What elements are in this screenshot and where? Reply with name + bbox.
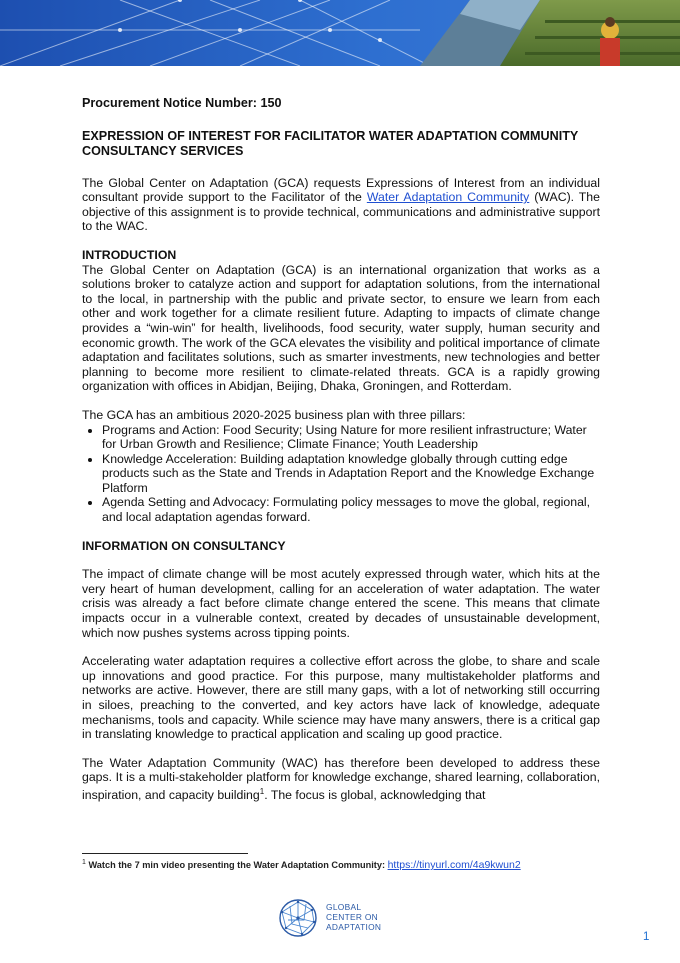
footnote <box>82 859 521 871</box>
footnote-url-link[interactable]: https://tinyurl.com/4a9kwun2 <box>387 859 521 872</box>
consultancy-paragraph-1: The impact of climate change will be most acutely expressed through water, which hits at the very heart of human development, calling for an acceleration of water adaptation. The water crisis was already a fact before climate change entered the scene. This means that climate impacts occur in a vulnerable context, created by decades of unsustainable development, which now pushes systems across tipping points. <box>82 567 600 640</box>
gca-logo <box>276 896 396 940</box>
photo-banner <box>0 0 680 66</box>
page-number: 1 <box>643 931 650 943</box>
procurement-notice-number: Procurement Notice Number: 150 <box>82 96 282 110</box>
business-plan-intro: The GCA has an ambitious 2020-2025 business plan with three pillars: <box>82 407 466 422</box>
consultancy-heading: INFORMATION ON CONSULTANCY <box>82 538 286 553</box>
pillar-item: • Agenda Setting and Advocacy: Formulating policy messages to move the global, regional, and local adaptation agendas forward. <box>102 495 600 524</box>
water-adaptation-community-link[interactable]: Water Adaptation Community <box>366 190 530 205</box>
intro-paragraph <box>82 176 600 234</box>
logo-line-1: GLOBAL <box>326 902 362 912</box>
consultancy-p3-continuation: . The focus is global, acknowledging that <box>264 788 486 803</box>
consultancy-paragraph-3 <box>82 756 600 803</box>
introduction-body: The Global Center on Adaptation (GCA) is an international organization that works as a solutions broker to catalyze action and support for adaptation solutions, from the international to the local, in partnership with the public and private sector, to ensure we learn from each other and work together for a climate resilient future. Adapting to impacts of climate change provides a “win-win” for health, livelihoods, food security, water supply, human security and economic growth. The work of the GCA elevates the visibility and political importance of climate adaptation and facilitates solutions, such as smarter investments, new technologies and better planning to become more resilient to climate-related threats. GCA is a rapidly growing organization with offices in Abidjan, Beijing, Dhaka, Groningen, and Rotterdam. <box>82 262 600 394</box>
logo-line-3: ADAPTATION <box>326 922 382 932</box>
pillar-item: • Knowledge Acceleration: Building adaptation knowledge globally through cutting edge products such as the State and Trends in Adaptation Report and the Knowledge Exchange Platform <box>102 452 600 496</box>
footnote-text: Watch the 7 min video presenting the Water Adaptation Community: <box>85 860 388 871</box>
footnote-number: 1 <box>82 859 86 866</box>
consultancy-paragraph-2: Accelerating water adaptation requires a collective effort across the globe, to share and scale up innovations and good practice. For this purpose, many multistakeholder platforms and networks are active. However, there are still many gaps, with a lot of networking still occurring in siloes, preaching to the converted, and key actors have lack of knowledge, adequate mechanisms, tools and capacity. While science may have many answers, there is a critical gap in translating knowledge to practical application and scaling up good practice. <box>82 654 600 742</box>
logo-line-2: CENTER ON <box>326 912 379 922</box>
introduction-heading: INTRODUCTION <box>82 247 177 262</box>
globe-icon <box>278 898 318 938</box>
pillar-item: • Programs and Action: Food Security; Using Nature for more resilient infrastructure; Water for Urban Growth and Resilience; Climate Finance; Youth Leadership <box>102 423 600 452</box>
document-title: EXPRESSION OF INTEREST FOR FACILITATOR WATER ADAPTATION COMMUNITY CONSULTANCY SERVICES <box>82 128 579 158</box>
consultancy-p3-text: The Water Adaptation Community (WAC) has therefore been developed to address these gaps. It is a multi-stakeholder platform for knowledge exchange, shared learning, collaboration, inspiration, and capacity building <box>82 755 600 803</box>
pillars-list <box>82 423 600 525</box>
intro-text-before-link: The Global Center on Adaptation (GCA) requests Expressions of Interest from an individual consultant provide support to the Facilitator of the <box>82 175 600 205</box>
intro-text-after-link: (WAC). The objective of this assignment is to provide technical, communications and administrative support to the WAC. <box>82 190 600 234</box>
footnote-reference[interactable]: 1 <box>259 786 265 796</box>
footnote-divider <box>82 853 248 854</box>
